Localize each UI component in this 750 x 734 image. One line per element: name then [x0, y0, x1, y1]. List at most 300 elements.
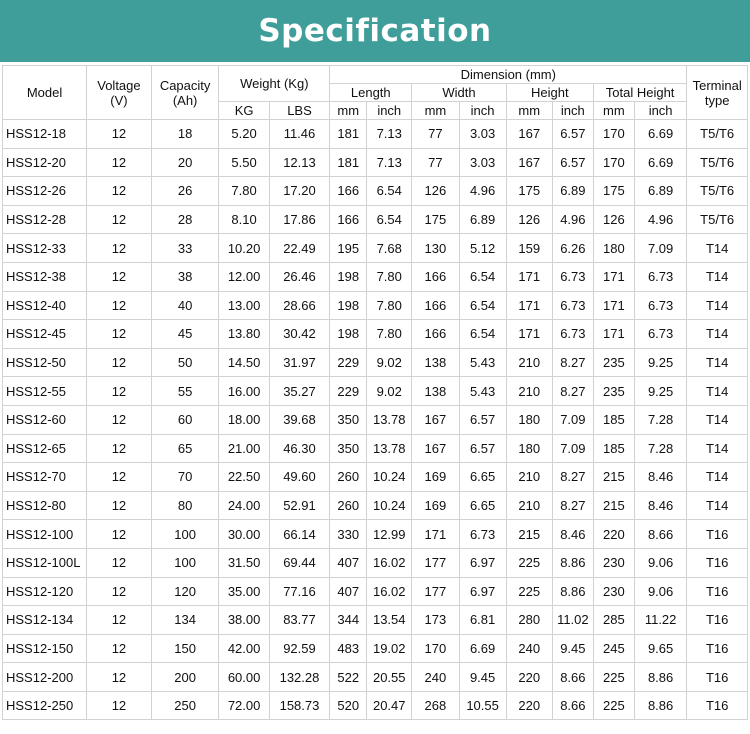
cell-weight-lbs: 17.20 [269, 177, 330, 206]
cell-height-inch: 8.27 [552, 348, 593, 377]
cell-height-inch: 8.86 [552, 577, 593, 606]
cell-width-mm: 77 [412, 120, 459, 149]
cell-width-inch: 6.65 [459, 491, 506, 520]
cell-width-inch: 10.55 [459, 691, 506, 720]
cell-length-mm: 195 [330, 234, 367, 263]
cell-total-height-inch: 9.06 [634, 548, 686, 577]
cell-height-inch: 11.02 [552, 606, 593, 635]
table-row [3, 634, 748, 663]
cell-terminal-type: T14 [687, 405, 748, 434]
table-row [3, 291, 748, 320]
cell-model: HSS12-70 [3, 463, 87, 492]
cell-length-inch: 7.80 [367, 291, 412, 320]
cell-weight-kg: 60.00 [219, 663, 269, 692]
cell-height-inch: 4.96 [552, 205, 593, 234]
cell-weight-lbs: 35.27 [269, 377, 330, 406]
cell-total-height-mm: 220 [593, 520, 634, 549]
cell-weight-kg: 13.00 [219, 291, 269, 320]
cell-height-mm: 167 [506, 120, 552, 149]
cell-height-inch: 6.73 [552, 320, 593, 349]
cell-length-inch: 13.78 [367, 434, 412, 463]
cell-length-mm: 483 [330, 634, 367, 663]
cell-model: HSS12-100L [3, 548, 87, 577]
header-total-height: Total Height [593, 84, 686, 102]
cell-voltage: 12 [87, 148, 152, 177]
cell-height-inch: 6.89 [552, 177, 593, 206]
cell-model: HSS12-120 [3, 577, 87, 606]
cell-voltage: 12 [87, 234, 152, 263]
header-height-mm: mm [506, 102, 552, 120]
cell-width-inch: 6.89 [459, 205, 506, 234]
cell-length-inch: 20.47 [367, 691, 412, 720]
cell-terminal-type: T5/T6 [687, 148, 748, 177]
cell-voltage: 12 [87, 120, 152, 149]
cell-voltage: 12 [87, 177, 152, 206]
header-model: Model [3, 66, 87, 120]
cell-length-mm: 407 [330, 548, 367, 577]
cell-height-mm: 225 [506, 577, 552, 606]
cell-width-inch: 5.43 [459, 377, 506, 406]
cell-capacity: 45 [151, 320, 219, 349]
title-banner [0, 0, 750, 62]
cell-total-height-mm: 285 [593, 606, 634, 635]
cell-weight-lbs: 52.91 [269, 491, 330, 520]
cell-capacity: 100 [151, 548, 219, 577]
cell-capacity: 65 [151, 434, 219, 463]
cell-total-height-mm: 185 [593, 405, 634, 434]
cell-height-inch: 7.09 [552, 434, 593, 463]
table-row [3, 520, 748, 549]
cell-length-inch: 19.02 [367, 634, 412, 663]
cell-weight-lbs: 83.77 [269, 606, 330, 635]
cell-width-mm: 130 [412, 234, 459, 263]
cell-height-mm: 167 [506, 148, 552, 177]
header-width-inch: inch [459, 102, 506, 120]
cell-total-height-mm: 215 [593, 491, 634, 520]
cell-length-mm: 198 [330, 262, 367, 291]
cell-height-inch: 6.73 [552, 262, 593, 291]
cell-voltage: 12 [87, 377, 152, 406]
cell-total-height-inch: 11.22 [634, 606, 686, 635]
header-kg: KG [219, 102, 269, 120]
table-row [3, 405, 748, 434]
cell-length-mm: 522 [330, 663, 367, 692]
cell-length-inch: 13.78 [367, 405, 412, 434]
cell-weight-lbs: 46.30 [269, 434, 330, 463]
cell-terminal-type: T16 [687, 577, 748, 606]
cell-height-mm: 225 [506, 548, 552, 577]
table-row [3, 262, 748, 291]
table-row [3, 177, 748, 206]
cell-voltage: 12 [87, 348, 152, 377]
header-dimension: Dimension (mm) [330, 66, 687, 84]
cell-model: HSS12-26 [3, 177, 87, 206]
cell-width-mm: 240 [412, 663, 459, 692]
header-weight: Weight (Kg) [219, 66, 330, 102]
cell-weight-kg: 8.10 [219, 205, 269, 234]
specification-table [2, 65, 748, 720]
cell-total-height-mm: 180 [593, 234, 634, 263]
cell-capacity: 120 [151, 577, 219, 606]
cell-model: HSS12-65 [3, 434, 87, 463]
cell-model: HSS12-150 [3, 634, 87, 663]
cell-weight-lbs: 49.60 [269, 463, 330, 492]
cell-voltage: 12 [87, 405, 152, 434]
cell-capacity: 250 [151, 691, 219, 720]
cell-height-mm: 210 [506, 463, 552, 492]
cell-length-inch: 20.55 [367, 663, 412, 692]
cell-length-inch: 7.68 [367, 234, 412, 263]
cell-width-mm: 138 [412, 377, 459, 406]
cell-length-mm: 344 [330, 606, 367, 635]
cell-length-mm: 181 [330, 148, 367, 177]
cell-length-inch: 10.24 [367, 463, 412, 492]
cell-length-mm: 229 [330, 377, 367, 406]
cell-weight-lbs: 17.86 [269, 205, 330, 234]
cell-height-mm: 215 [506, 520, 552, 549]
cell-length-mm: 520 [330, 691, 367, 720]
cell-weight-kg: 13.80 [219, 320, 269, 349]
cell-total-height-inch: 6.73 [634, 262, 686, 291]
table-row [3, 120, 748, 149]
cell-height-inch: 8.86 [552, 548, 593, 577]
table-row [3, 491, 748, 520]
cell-voltage: 12 [87, 663, 152, 692]
cell-weight-kg: 38.00 [219, 606, 269, 635]
cell-terminal-type: T14 [687, 320, 748, 349]
cell-voltage: 12 [87, 205, 152, 234]
cell-weight-lbs: 66.14 [269, 520, 330, 549]
cell-total-height-inch: 7.28 [634, 405, 686, 434]
cell-height-mm: 240 [506, 634, 552, 663]
header-lbs: LBS [269, 102, 330, 120]
cell-terminal-type: T16 [687, 606, 748, 635]
cell-terminal-type: T14 [687, 234, 748, 263]
cell-height-mm: 171 [506, 291, 552, 320]
cell-total-height-mm: 171 [593, 291, 634, 320]
cell-length-inch: 16.02 [367, 548, 412, 577]
cell-capacity: 50 [151, 348, 219, 377]
cell-total-height-mm: 225 [593, 691, 634, 720]
cell-width-inch: 6.81 [459, 606, 506, 635]
cell-total-height-inch: 7.28 [634, 434, 686, 463]
cell-width-inch: 6.69 [459, 634, 506, 663]
table-row [3, 691, 748, 720]
cell-width-mm: 167 [412, 405, 459, 434]
cell-length-mm: 407 [330, 577, 367, 606]
cell-total-height-inch: 4.96 [634, 205, 686, 234]
cell-width-inch: 6.57 [459, 434, 506, 463]
cell-model: HSS12-40 [3, 291, 87, 320]
header-total-height-inch: inch [634, 102, 686, 120]
table-row [3, 234, 748, 263]
cell-model: HSS12-50 [3, 348, 87, 377]
cell-capacity: 134 [151, 606, 219, 635]
cell-voltage: 12 [87, 577, 152, 606]
cell-total-height-mm: 235 [593, 348, 634, 377]
cell-length-inch: 9.02 [367, 377, 412, 406]
cell-capacity: 100 [151, 520, 219, 549]
cell-length-inch: 6.54 [367, 205, 412, 234]
cell-width-mm: 177 [412, 548, 459, 577]
cell-height-mm: 171 [506, 320, 552, 349]
cell-terminal-type: T14 [687, 434, 748, 463]
header-voltage: Voltage (V) [87, 66, 152, 120]
header-capacity: Capacity (Ah) [151, 66, 219, 120]
cell-total-height-inch: 6.69 [634, 148, 686, 177]
cell-width-mm: 177 [412, 577, 459, 606]
cell-capacity: 18 [151, 120, 219, 149]
cell-model: HSS12-100 [3, 520, 87, 549]
header-height: Height [506, 84, 593, 102]
cell-height-mm: 220 [506, 691, 552, 720]
cell-width-mm: 170 [412, 634, 459, 663]
cell-height-mm: 171 [506, 262, 552, 291]
cell-terminal-type: T14 [687, 348, 748, 377]
cell-model: HSS12-38 [3, 262, 87, 291]
cell-terminal-type: T14 [687, 377, 748, 406]
cell-width-mm: 169 [412, 463, 459, 492]
table-row [3, 463, 748, 492]
cell-length-mm: 350 [330, 405, 367, 434]
cell-height-mm: 210 [506, 491, 552, 520]
cell-voltage: 12 [87, 520, 152, 549]
cell-capacity: 60 [151, 405, 219, 434]
cell-length-mm: 166 [330, 205, 367, 234]
cell-width-mm: 175 [412, 205, 459, 234]
cell-total-height-inch: 8.46 [634, 491, 686, 520]
cell-weight-lbs: 11.46 [269, 120, 330, 149]
cell-height-mm: 210 [506, 377, 552, 406]
cell-terminal-type: T5/T6 [687, 120, 748, 149]
cell-capacity: 33 [151, 234, 219, 263]
cell-height-inch: 8.66 [552, 691, 593, 720]
cell-length-mm: 260 [330, 491, 367, 520]
cell-total-height-mm: 245 [593, 634, 634, 663]
cell-width-inch: 5.12 [459, 234, 506, 263]
cell-total-height-mm: 230 [593, 577, 634, 606]
cell-total-height-inch: 8.86 [634, 691, 686, 720]
cell-voltage: 12 [87, 463, 152, 492]
cell-length-inch: 16.02 [367, 577, 412, 606]
cell-model: HSS12-134 [3, 606, 87, 635]
cell-length-inch: 7.13 [367, 120, 412, 149]
cell-length-inch: 7.80 [367, 320, 412, 349]
cell-total-height-inch: 7.09 [634, 234, 686, 263]
cell-weight-kg: 42.00 [219, 634, 269, 663]
cell-weight-lbs: 30.42 [269, 320, 330, 349]
cell-height-mm: 220 [506, 663, 552, 692]
cell-capacity: 26 [151, 177, 219, 206]
cell-weight-lbs: 92.59 [269, 634, 330, 663]
cell-weight-kg: 16.00 [219, 377, 269, 406]
cell-total-height-inch: 8.46 [634, 463, 686, 492]
cell-voltage: 12 [87, 434, 152, 463]
cell-length-inch: 13.54 [367, 606, 412, 635]
header-height-inch: inch [552, 102, 593, 120]
cell-terminal-type: T5/T6 [687, 177, 748, 206]
cell-height-inch: 6.26 [552, 234, 593, 263]
cell-length-inch: 7.80 [367, 262, 412, 291]
header-total-height-mm: mm [593, 102, 634, 120]
cell-total-height-mm: 225 [593, 663, 634, 692]
cell-total-height-inch: 6.73 [634, 291, 686, 320]
cell-total-height-inch: 8.86 [634, 663, 686, 692]
cell-height-inch: 6.57 [552, 120, 593, 149]
cell-weight-lbs: 31.97 [269, 348, 330, 377]
cell-length-inch: 7.13 [367, 148, 412, 177]
cell-model: HSS12-33 [3, 234, 87, 263]
cell-length-inch: 12.99 [367, 520, 412, 549]
table-row [3, 606, 748, 635]
cell-height-inch: 6.73 [552, 291, 593, 320]
cell-terminal-type: T14 [687, 291, 748, 320]
cell-width-inch: 6.97 [459, 548, 506, 577]
cell-total-height-inch: 6.69 [634, 120, 686, 149]
cell-total-height-inch: 8.66 [634, 520, 686, 549]
table-row [3, 663, 748, 692]
cell-weight-kg: 24.00 [219, 491, 269, 520]
cell-width-mm: 166 [412, 291, 459, 320]
cell-terminal-type: T16 [687, 548, 748, 577]
cell-weight-kg: 35.00 [219, 577, 269, 606]
cell-weight-kg: 72.00 [219, 691, 269, 720]
cell-width-mm: 167 [412, 434, 459, 463]
cell-total-height-inch: 6.73 [634, 320, 686, 349]
cell-model: HSS12-28 [3, 205, 87, 234]
cell-model: HSS12-250 [3, 691, 87, 720]
cell-total-height-mm: 235 [593, 377, 634, 406]
cell-weight-kg: 21.00 [219, 434, 269, 463]
cell-total-height-mm: 175 [593, 177, 634, 206]
cell-length-mm: 229 [330, 348, 367, 377]
cell-terminal-type: T14 [687, 491, 748, 520]
cell-capacity: 55 [151, 377, 219, 406]
cell-height-inch: 8.46 [552, 520, 593, 549]
cell-width-inch: 4.96 [459, 177, 506, 206]
cell-length-mm: 350 [330, 434, 367, 463]
cell-terminal-type: T14 [687, 262, 748, 291]
header-length-inch: inch [367, 102, 412, 120]
cell-weight-lbs: 12.13 [269, 148, 330, 177]
cell-height-mm: 280 [506, 606, 552, 635]
cell-height-mm: 175 [506, 177, 552, 206]
table-row [3, 548, 748, 577]
cell-width-inch: 3.03 [459, 148, 506, 177]
cell-total-height-mm: 185 [593, 434, 634, 463]
table-row [3, 320, 748, 349]
cell-width-mm: 171 [412, 520, 459, 549]
header-length-mm: mm [330, 102, 367, 120]
cell-total-height-inch: 6.89 [634, 177, 686, 206]
cell-total-height-mm: 126 [593, 205, 634, 234]
cell-width-inch: 6.54 [459, 262, 506, 291]
cell-total-height-mm: 171 [593, 320, 634, 349]
table-row [3, 348, 748, 377]
cell-width-mm: 169 [412, 491, 459, 520]
cell-total-height-inch: 9.65 [634, 634, 686, 663]
cell-terminal-type: T5/T6 [687, 205, 748, 234]
cell-height-inch: 8.27 [552, 491, 593, 520]
cell-weight-kg: 30.00 [219, 520, 269, 549]
cell-weight-lbs: 28.66 [269, 291, 330, 320]
cell-length-mm: 330 [330, 520, 367, 549]
cell-length-mm: 198 [330, 291, 367, 320]
cell-height-inch: 6.57 [552, 148, 593, 177]
cell-weight-lbs: 26.46 [269, 262, 330, 291]
cell-capacity: 150 [151, 634, 219, 663]
cell-total-height-mm: 215 [593, 463, 634, 492]
cell-length-mm: 181 [330, 120, 367, 149]
cell-model: HSS12-80 [3, 491, 87, 520]
cell-width-inch: 5.43 [459, 348, 506, 377]
table-row [3, 148, 748, 177]
header-width: Width [412, 84, 506, 102]
cell-length-mm: 198 [330, 320, 367, 349]
cell-width-mm: 77 [412, 148, 459, 177]
cell-capacity: 40 [151, 291, 219, 320]
cell-height-inch: 8.27 [552, 377, 593, 406]
cell-height-mm: 126 [506, 205, 552, 234]
cell-width-mm: 166 [412, 320, 459, 349]
cell-voltage: 12 [87, 548, 152, 577]
cell-height-inch: 8.66 [552, 663, 593, 692]
cell-voltage: 12 [87, 262, 152, 291]
cell-length-inch: 6.54 [367, 177, 412, 206]
header-length: Length [330, 84, 412, 102]
cell-weight-lbs: 77.16 [269, 577, 330, 606]
table-row [3, 434, 748, 463]
cell-width-inch: 6.57 [459, 405, 506, 434]
cell-weight-kg: 7.80 [219, 177, 269, 206]
cell-length-mm: 260 [330, 463, 367, 492]
cell-width-inch: 6.54 [459, 291, 506, 320]
cell-terminal-type: T14 [687, 463, 748, 492]
cell-weight-kg: 5.20 [219, 120, 269, 149]
cell-height-mm: 210 [506, 348, 552, 377]
cell-width-inch: 9.45 [459, 663, 506, 692]
cell-weight-lbs: 132.28 [269, 663, 330, 692]
cell-voltage: 12 [87, 291, 152, 320]
cell-total-height-mm: 230 [593, 548, 634, 577]
cell-weight-kg: 12.00 [219, 262, 269, 291]
cell-total-height-mm: 170 [593, 120, 634, 149]
cell-voltage: 12 [87, 491, 152, 520]
cell-weight-lbs: 39.68 [269, 405, 330, 434]
cell-length-inch: 9.02 [367, 348, 412, 377]
cell-height-mm: 159 [506, 234, 552, 263]
table-row [3, 377, 748, 406]
cell-width-inch: 6.97 [459, 577, 506, 606]
cell-model: HSS12-45 [3, 320, 87, 349]
cell-model: HSS12-20 [3, 148, 87, 177]
cell-width-mm: 138 [412, 348, 459, 377]
cell-capacity: 80 [151, 491, 219, 520]
cell-width-inch: 3.03 [459, 120, 506, 149]
cell-capacity: 200 [151, 663, 219, 692]
cell-weight-kg: 22.50 [219, 463, 269, 492]
cell-width-mm: 268 [412, 691, 459, 720]
cell-weight-lbs: 158.73 [269, 691, 330, 720]
cell-width-inch: 6.65 [459, 463, 506, 492]
cell-weight-kg: 31.50 [219, 548, 269, 577]
cell-width-inch: 6.54 [459, 320, 506, 349]
cell-voltage: 12 [87, 606, 152, 635]
cell-total-height-inch: 9.25 [634, 377, 686, 406]
cell-model: HSS12-200 [3, 663, 87, 692]
cell-total-height-mm: 171 [593, 262, 634, 291]
cell-width-inch: 6.73 [459, 520, 506, 549]
